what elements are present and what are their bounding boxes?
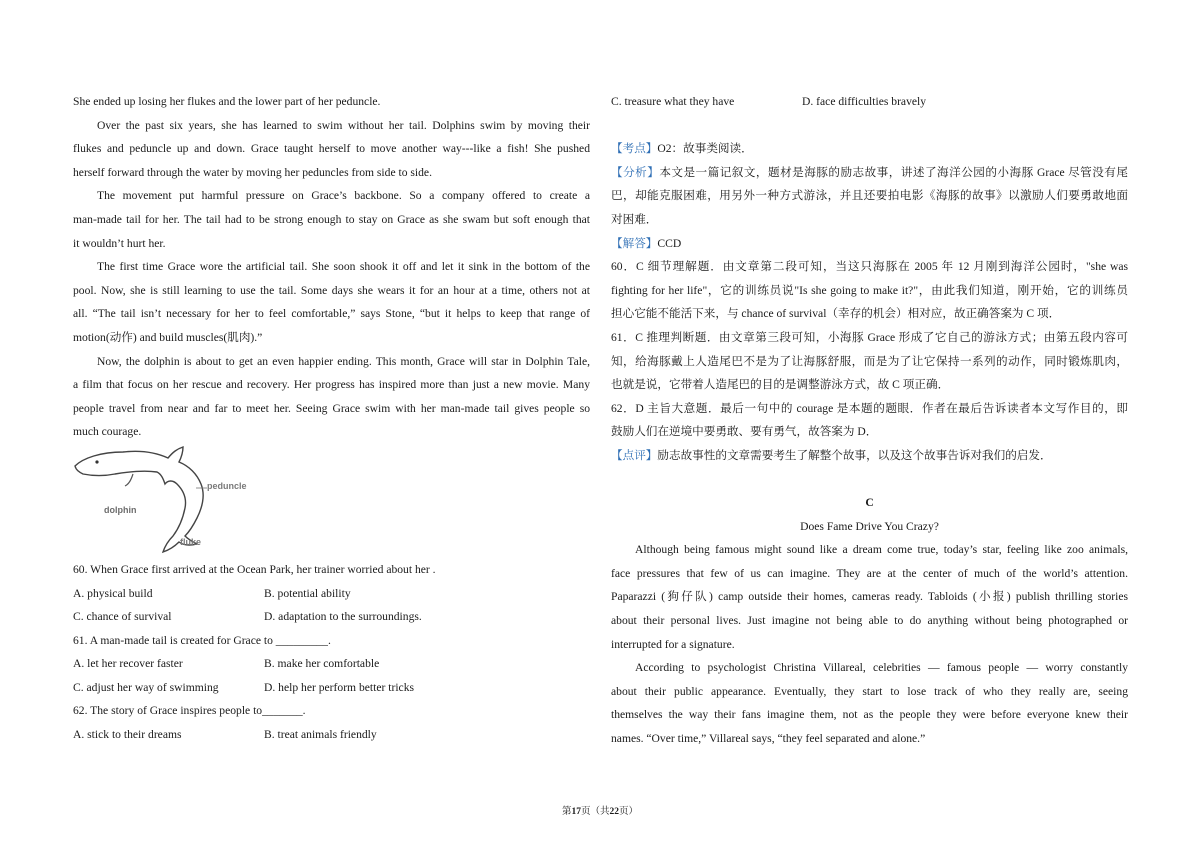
- paragraph: She ended up losing her flukes and the lower part of her peduncle.: [73, 95, 381, 108]
- option-b: B. treat animals friendly: [264, 728, 377, 742]
- paragraph-line: According to psychologist Christina Villareal, celebrities — famous people — worry constantly: [635, 661, 1128, 675]
- paragraph-line: all. “The tail isn’t necessary for her to feel comfortable,” says Stone, “but it helps to keep that range of: [73, 307, 590, 321]
- passage-title: Does Fame Drive You Crazy?: [800, 519, 939, 533]
- paragraph-line: interrupted for a signature.: [611, 637, 735, 651]
- page-number: 17: [571, 807, 581, 817]
- paragraph-line: herself forward through the water by moving her peduncles from side to side.: [73, 165, 432, 179]
- option-b: B. make her comfortable: [264, 657, 380, 671]
- question-60-options: [73, 605, 590, 629]
- label-fluke: fluke: [180, 536, 202, 547]
- paragraph-line: flukes and peduncle up and down. Grace taught herself to move another way---like a fish! She pushed: [73, 142, 590, 156]
- dolphin-fin: [125, 474, 133, 486]
- answer-62-line: 鼓励人们在逆境中要勇敢、要有勇气，故答案为 D．: [611, 425, 878, 439]
- question-62-options: [73, 723, 590, 747]
- fenxi-text: 本文是一篇记叙文，题材是海豚的励志故事，讲述了海洋公园的小海豚 Grace 尽管没有尾: [659, 165, 1128, 179]
- dolphin-eye: [95, 460, 98, 463]
- option-d: D. help her perform better tricks: [264, 680, 415, 694]
- spacer: [611, 468, 1128, 492]
- left-column: [73, 90, 590, 747]
- right-column: [611, 90, 1128, 751]
- question-60: 60. When Grace first arrived at the Ocean Park, her trainer worried about her .: [73, 562, 436, 576]
- option-b: B. potential ability: [264, 586, 351, 600]
- dianping-tag: 【点评】: [611, 448, 658, 462]
- question-61-options: [73, 652, 590, 676]
- answer-61-line: 61．C 推理判断题．由文章第三段可知，小海豚 Grace 形成了它自己的游泳方式；由第五段内容可: [611, 330, 1128, 344]
- answer-60-line: fighting for her life"，它的训练员说"Is she going to make it?"，由此我们知道，刚开始，它的训练员: [611, 283, 1128, 297]
- fenxi-line: [611, 161, 1128, 185]
- paragraph-line: much courage.: [73, 425, 142, 439]
- paragraph-line: Over the past six years, she has learned to swim without her tail. Dolphins swim by moving their: [97, 118, 590, 132]
- question-62: 62. The story of Grace inspires people to_______.: [73, 704, 306, 718]
- question-62-options-continued: [611, 90, 1128, 114]
- paragraph-line: about their public appearance. Eventually, they start to lose track of who they really are, seeing: [611, 684, 1128, 698]
- page-total: 22: [609, 807, 619, 817]
- option-c: C. adjust her way of swimming: [73, 680, 219, 694]
- option-a: A. let her recover faster: [73, 657, 183, 671]
- paragraph-line: people travel from near and far to meet her. Seeing Grace swim with her man-made tail gives people so: [73, 401, 590, 415]
- paragraph-line: names. “Over time,” Villareal says, “they feel separated and alone.”: [611, 732, 926, 746]
- kaodian-tag: 【考点】: [611, 142, 658, 156]
- kaodian-text: O2：故事类阅读．: [657, 142, 753, 156]
- answer-60-line: 担心它能不能活下来，与 chance of survival（幸存的机会）相对应，故正确答案为 C 项．: [611, 307, 1061, 321]
- option-d: D. adaptation to the surroundings.: [264, 610, 422, 624]
- kaodian-line: [611, 137, 1128, 161]
- option-a: A. stick to their dreams: [73, 728, 182, 742]
- paragraph-line: themselves the way their fans imagine them, not as the people they were before everyone knew their: [611, 708, 1128, 722]
- option-a: A. physical build: [73, 586, 153, 600]
- dolphin-figure: [73, 446, 590, 556]
- paragraph-line: The first time Grace wore the artificial tail. She soon shook it off and let it sink in the bottom of the: [97, 260, 590, 274]
- fenxi-line: 对困难．: [611, 212, 658, 226]
- question-60-options: [73, 582, 590, 606]
- paragraph-line: The movement put harmful pressure on Grace’s backbone. So a company offered to create a: [97, 189, 590, 203]
- paragraph-line: it wouldn’t hurt her.: [73, 236, 166, 250]
- dianping-line: [611, 444, 1128, 468]
- fenxi-tag: 【分析】: [611, 165, 660, 179]
- jieda-line: [611, 232, 1128, 256]
- paragraph-line: man-made tail for her. The tail had to be strong enough to stay on Grace as she swam but soft enough that: [73, 212, 590, 226]
- answer-62-line: 62．D 主旨大意题．最后一句中的 courage 是本题的题眼．作者在最后告诉读者本文写作目的，即: [611, 401, 1128, 415]
- jieda-tag: 【解答】: [611, 236, 658, 250]
- dianping-text: 励志故事性的文章需要考生了解整个故事，以及这个故事告诉对我们的启发．: [657, 448, 1052, 462]
- jieda-text: CCD: [657, 236, 682, 250]
- paragraph-line: Although being famous might sound like a dream come true, today’s star, feeling like zoo animals,: [635, 543, 1128, 557]
- question-61-options: [73, 676, 590, 700]
- paragraph-line: face pressures that few of us can imagine. They are at the center of much of the world’s attention.: [611, 566, 1128, 580]
- footer-suffix: 页）: [619, 807, 639, 817]
- answer-60-line: 60．C 细节理解题．由文章第二段可知，当这只海豚在 2005 年 12 月刚到海洋公园时，"she was: [611, 260, 1128, 274]
- paragraph-line: pool. Now, she is still learning to use the tail. Some days she wears it for an hour at a time, others not at: [73, 283, 590, 297]
- answer-61-line: 知，给海豚戴上人造尾巴不是为了让海豚舒服，而是为了让它保持一系列的动作，同时锻炼肌肉，: [611, 354, 1128, 368]
- option-d: D. face difficulties bravely: [802, 95, 927, 108]
- option-c: C. treasure what they have: [611, 95, 735, 108]
- label-peduncle: peduncle: [207, 480, 247, 491]
- question-61: 61. A man-made tail is created for Grace to _________.: [73, 633, 331, 647]
- paragraph-line: Now, the dolphin is about to get an even happier ending. This month, Grace will star in Dolphin Tale,: [97, 354, 590, 368]
- paragraph-line: Paparazzi (狗仔队) camp outside their homes, cameras ready. Tabloids (小报) publish thrilling stories: [611, 590, 1128, 604]
- fenxi-line: 巴，却能克服困难，用另外一种方式游泳，并且还要拍电影《海豚的故事》以激励人们要勇敢地面: [611, 189, 1128, 203]
- option-c: C. chance of survival: [73, 610, 172, 624]
- paragraph-line: motion(动作) and build muscles(肌肉).”: [73, 330, 263, 344]
- paragraph-line: a film that focus on her rescue and recovery. Her progress has inspired more than just a new movie. Many: [73, 378, 590, 392]
- paragraph-line: about their personal lives. Just imagine not being able to do anything without being photographed or: [611, 614, 1128, 628]
- dolphin-illustration: [73, 446, 273, 556]
- answer-61-line: 也就是说，它带着人造尾巴的目的是调整游泳方式，故 C 项正确．: [611, 378, 950, 392]
- page-footer: [0, 803, 1200, 817]
- spacer: [611, 114, 1128, 138]
- section-heading: C: [865, 496, 874, 510]
- footer-prefix: 第: [561, 807, 572, 817]
- footer-mid: 页（共: [580, 807, 610, 817]
- label-dolphin: dolphin: [104, 504, 137, 515]
